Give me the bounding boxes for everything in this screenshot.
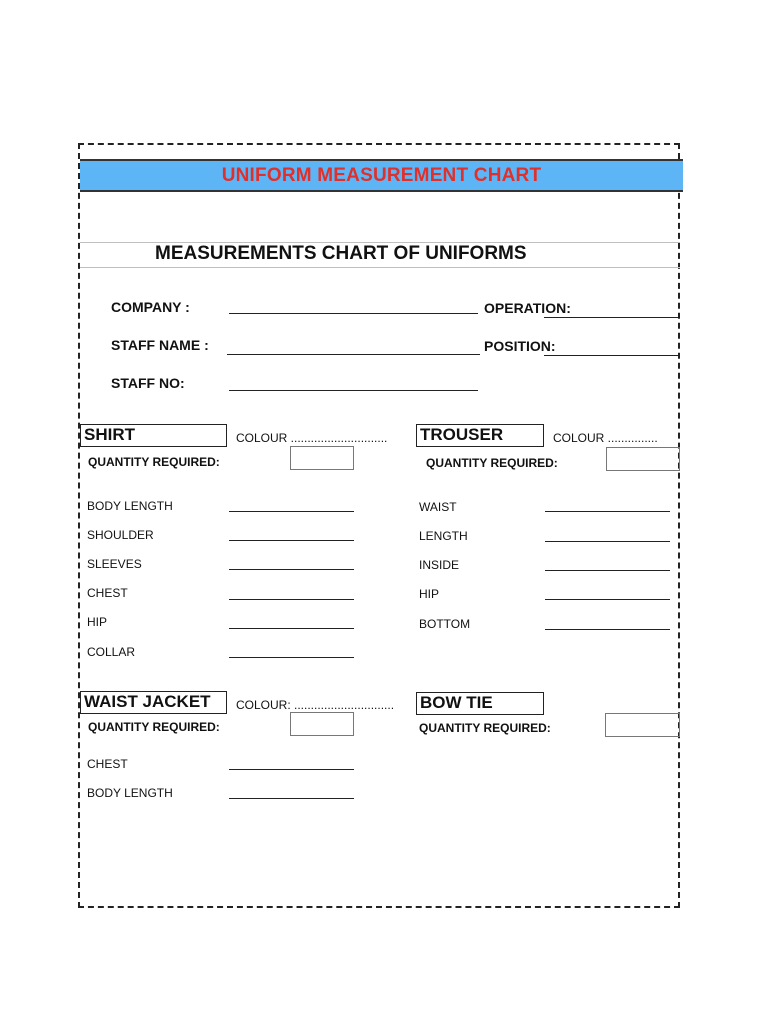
waist-jacket-body-length-label: BODY LENGTH <box>87 786 173 800</box>
staff-no-field[interactable] <box>229 390 478 391</box>
shirt-quantity-label: QUANTITY REQUIRED: <box>88 455 220 469</box>
waist-jacket-body-length-field[interactable] <box>229 798 354 799</box>
shirt-body-length-label: BODY LENGTH <box>87 499 173 513</box>
shirt-shoulder-field[interactable] <box>229 540 354 541</box>
bow-tie-quantity-label: QUANTITY REQUIRED: <box>419 721 551 735</box>
trouser-waist-field[interactable] <box>545 511 670 512</box>
trouser-length-field[interactable] <box>545 541 670 542</box>
staff-name-label: STAFF NAME : <box>111 337 209 353</box>
bow-tie-section-title: BOW TIE <box>416 692 544 715</box>
shirt-colour-field[interactable]: COLOUR ............................. <box>236 431 388 445</box>
shirt-shoulder-label: SHOULDER <box>87 528 154 542</box>
operation-field[interactable] <box>544 317 680 318</box>
trouser-hip-label: HIP <box>419 587 440 601</box>
company-label: COMPANY : <box>111 299 190 315</box>
waist-jacket-chest-label: CHEST <box>87 757 128 771</box>
waist-jacket-quantity-label: QUANTITY REQUIRED: <box>88 720 220 734</box>
operation-label: OPERATION: <box>484 300 571 316</box>
position-field[interactable] <box>544 355 680 356</box>
shirt-chest-label: CHEST <box>87 586 128 600</box>
shirt-collar-field[interactable] <box>229 657 354 658</box>
shirt-hip-label: HIP <box>87 615 108 629</box>
shirt-body-length-field[interactable] <box>229 511 354 512</box>
trouser-colour-field[interactable]: COLOUR ............... <box>553 431 658 445</box>
subtitle-bottom-rule <box>80 267 680 268</box>
trouser-length-label: LENGTH <box>419 529 468 543</box>
form-title: UNIFORM MEASUREMENT CHART <box>221 165 542 186</box>
shirt-quantity-input[interactable] <box>290 446 354 470</box>
shirt-section-title: SHIRT <box>80 424 227 447</box>
position-label: POSITION: <box>484 338 556 354</box>
waist-jacket-chest-field[interactable] <box>229 769 354 770</box>
trouser-inside-label: INSIDE <box>419 558 460 572</box>
shirt-collar-label: COLLAR <box>87 645 136 659</box>
trouser-bottom-field[interactable] <box>545 629 670 630</box>
shirt-sleeves-label: SLEEVES <box>87 557 142 571</box>
company-field[interactable] <box>229 313 478 314</box>
trouser-bottom-label: BOTTOM <box>419 617 471 631</box>
waist-jacket-quantity-input[interactable] <box>290 712 354 736</box>
trouser-waist-label: WAIST <box>419 500 457 514</box>
page-subtitle: MEASUREMENTS CHART OF UNIFORMS <box>155 243 527 264</box>
bow-tie-quantity-input[interactable] <box>605 713 680 737</box>
waist-jacket-colour-field[interactable]: COLOUR: .............................. <box>236 698 395 712</box>
shirt-sleeves-field[interactable] <box>229 569 354 570</box>
staff-name-field[interactable] <box>227 354 480 355</box>
trouser-hip-field[interactable] <box>545 599 670 600</box>
shirt-chest-field[interactable] <box>229 599 354 600</box>
trouser-section-title: TROUSER <box>416 424 544 447</box>
trouser-inside-field[interactable] <box>545 570 670 571</box>
waist-jacket-section-title: WAIST JACKET <box>80 691 227 714</box>
staff-no-label: STAFF NO: <box>111 375 185 391</box>
trouser-quantity-label: QUANTITY REQUIRED: <box>426 456 558 470</box>
title-bar <box>80 159 683 192</box>
trouser-quantity-input[interactable] <box>606 447 680 471</box>
shirt-hip-field[interactable] <box>229 628 354 629</box>
